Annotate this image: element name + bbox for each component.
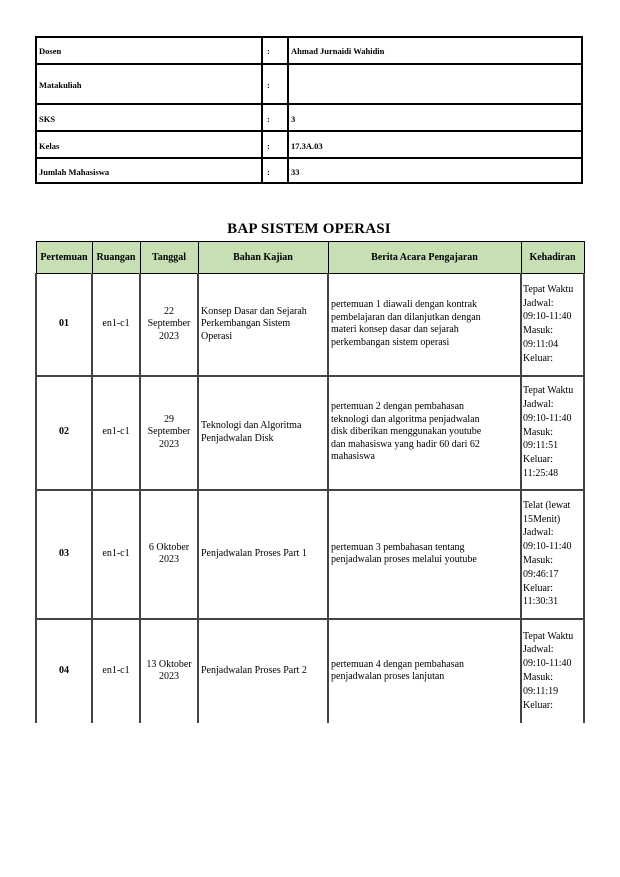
table-row [36,490,584,619]
line: pertemuan 1 diawali dengan kontrak [331,299,478,311]
info-row-kelas [37,130,581,159]
line: Jadwal: [523,399,554,410]
line: Tepat Waktu [523,385,574,397]
line: 09:10-11:40 [523,412,572,424]
info-label: Matakuliah [39,80,82,90]
line: 09:11:51 [523,440,559,452]
info-value: 3 [287,105,581,132]
line: Keluar: [523,582,553,594]
line: 09:11:19 [523,685,559,697]
cell-tanggal [140,274,198,376]
line: Keluar: [523,699,553,711]
cell-ruangan: en1-c1 [92,376,140,490]
cell-pertemuan: 01 [36,274,92,376]
header-pertemuan: Pertemuan [36,242,92,274]
line: Perkembangan Sistem [201,318,291,329]
line: Telat (lewat [523,499,571,511]
line: 13 Oktober [146,658,192,670]
info-value: 17.3A.03 [287,132,581,159]
line: dan mahasiswa yang hadir 60 dari 62 [331,438,480,450]
line: teknologi dan algoritma penjadwalan [331,413,480,425]
cell-kehadiran [521,619,584,723]
header-bahan-kajian: Bahan Kajian [198,242,328,274]
cell-berita-acara [328,274,521,376]
cell-ruangan: en1-c1 [92,274,140,376]
header-ruangan: Ruangan [92,242,140,274]
cell-pertemuan: 02 [36,376,92,490]
line: Penjadwalan Proses Part 2 [201,664,307,676]
cell-bahan-kajian [198,619,328,723]
line: Jadwal: [523,527,554,539]
line: 09:46:17 [523,568,559,580]
line: Tepat Waktu [523,630,574,642]
line: pertemuan 2 dengan pembahasan [331,401,465,413]
header-berita-acara: Berita Acara Pengajaran [328,242,521,274]
info-separator: : [261,159,295,184]
line: Teknologi dan Algoritma [201,420,302,431]
table-row [36,619,584,723]
line: 2023 [159,330,179,342]
cell-bahan-kajian [198,274,328,376]
info-value: Ahmad Jurnaidi Wahidin [287,38,581,63]
cell-berita-acara [328,490,521,619]
line: 11:25:48 [523,467,559,479]
info-row-sks [37,103,581,132]
line: pertemuan 3 pembahasan tentang [331,541,465,553]
cell-tanggal [140,619,198,723]
header-kehadiran: Kehadiran [521,242,584,274]
cell-kehadiran [521,274,584,376]
table-row [36,274,584,376]
cell-berita-acara [328,376,521,490]
line: 09:10-11:40 [523,541,572,553]
line: disk diberikan menggunakan youtube [331,426,482,438]
line: September [147,426,191,438]
line: Penjadwalan Proses Part 1 [201,547,307,559]
line: Keluar: [523,352,553,364]
info-label: SKS [39,113,56,124]
line: 09:10-11:40 [523,311,572,323]
line: Masuk: [523,426,553,438]
bap-table [35,241,585,723]
cell-tanggal [140,490,198,619]
table-header-row [36,242,584,274]
line: 2023 [159,671,179,682]
line: September [147,318,191,329]
line: Keluar: [523,454,553,466]
info-table [35,36,583,184]
cell-pertemuan: 04 [36,619,92,723]
line: materi konsep dasar dan sejarah [331,324,459,336]
info-separator: : [261,105,295,132]
line: 09:10-11:40 [523,658,572,670]
info-label: Kelas [39,140,60,151]
line: Masuk: [523,325,553,337]
info-value: 33 [287,159,581,184]
line: 2023 [159,438,179,450]
cell-pertemuan: 03 [36,490,92,619]
line: pertemuan 4 dengan pembahasan [331,658,465,670]
info-separator: : [261,65,295,105]
cell-kehadiran [521,490,584,619]
info-row-dosen [37,38,581,63]
cell-ruangan: en1-c1 [92,619,140,723]
info-label: Dosen [39,45,62,56]
cell-kehadiran [521,376,584,490]
line: Masuk: [523,672,553,683]
line: 15Menit) [523,513,561,525]
line: Masuk: [523,555,553,566]
info-separator: : [261,38,295,63]
cell-tanggal [140,376,198,490]
info-label: Jumlah Mahasiswa [39,166,110,177]
line: penjadwalan proses lanjutan [331,671,445,682]
line: penjadwalan proses melalui youtube [331,554,477,565]
line: Jadwal: [523,297,554,309]
line: Jadwal: [523,644,554,656]
line: 09:11:04 [523,339,559,351]
line: 6 Oktober [148,541,190,553]
header-tanggal: Tanggal [140,242,198,274]
line: 22 [164,305,174,317]
line: Operasi [201,330,233,342]
line: Tepat Waktu [523,283,574,295]
line: Konsep Dasar dan Sejarah [201,305,307,317]
info-value [287,65,581,105]
table-row [36,376,584,490]
line: 2023 [159,554,179,565]
line: 29 [164,413,174,425]
line: Penjadwalan Disk [201,432,274,444]
line: 11:30:31 [523,596,559,608]
line: perkembangan sistem operasi [331,336,450,348]
info-separator: : [261,132,295,159]
cell-bahan-kajian [198,490,328,619]
cell-berita-acara [328,619,521,723]
page-title: BAP SISTEM OPERASI [227,221,391,237]
info-row-matakuliah [37,63,581,105]
line: pembelajaran dan dilanjutkan dengan [331,311,481,323]
cell-ruangan: en1-c1 [92,490,140,619]
info-row-jumlah-mahasiswa [37,157,581,184]
cell-bahan-kajian [198,376,328,490]
line: mahasiswa [331,451,375,463]
